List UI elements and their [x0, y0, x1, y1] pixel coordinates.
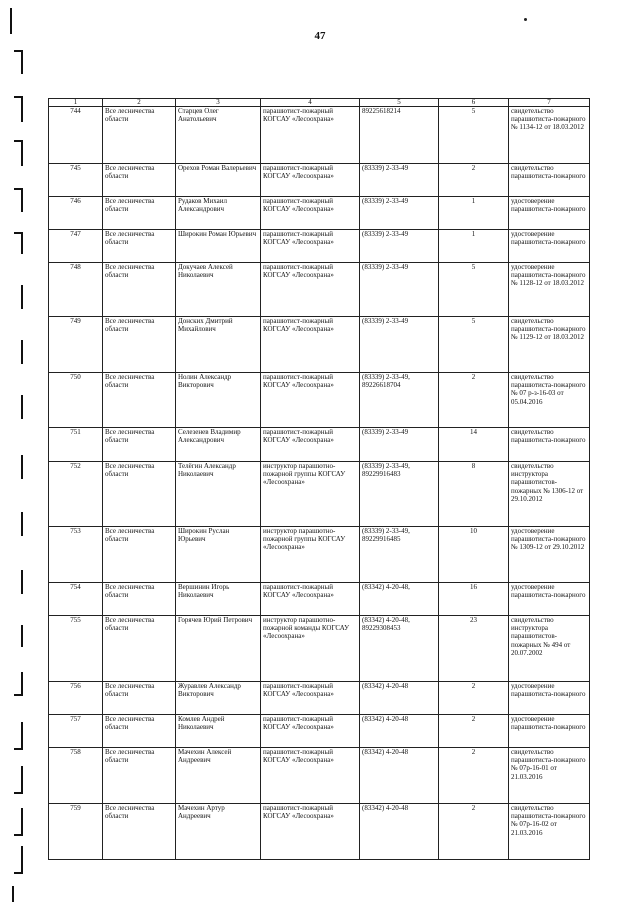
phone: 89225618214 [360, 107, 439, 164]
binding-mark [21, 455, 23, 479]
binding-mark [21, 188, 23, 212]
experience: 5 [439, 263, 509, 317]
col-header: 6 [439, 99, 509, 107]
table-row [49, 527, 590, 583]
row-number: 744 [49, 107, 103, 164]
binding-mark [21, 395, 23, 419]
phone: (83342) 4-20-48, [360, 583, 439, 616]
person-name: Вершинин Игорь Николаевич [176, 583, 261, 616]
binding-mark [21, 340, 23, 364]
table-row [49, 804, 590, 860]
certificate: свидетельство парашютиста-пожарного [509, 428, 590, 462]
row-number: 757 [49, 715, 103, 748]
phone: (83339) 2-33-49 [360, 164, 439, 197]
person-name: Широкин Роман Юрьевич [176, 230, 261, 263]
experience: 2 [439, 682, 509, 715]
binding-mark [21, 512, 23, 536]
table-row [49, 428, 590, 462]
forestry-area: Все лесничества области [103, 373, 176, 428]
col-header: 3 [176, 99, 261, 107]
table-row [49, 230, 590, 263]
phone: (83339) 2-33-49 [360, 230, 439, 263]
table-row [49, 107, 590, 164]
forestry-area: Все лесничества области [103, 230, 176, 263]
experience: 2 [439, 804, 509, 860]
col-header: 2 [103, 99, 176, 107]
person-name: Телёгин Александр Николаевич [176, 462, 261, 527]
scan-speck [524, 18, 527, 21]
person-name: Орехов Роман Валерьевич [176, 164, 261, 197]
table-row [49, 317, 590, 373]
forestry-area: Все лесничества области [103, 164, 176, 197]
certificate: удостоверение парашютиста-пожарного [509, 197, 590, 230]
experience: 5 [439, 317, 509, 373]
table-row [49, 583, 590, 616]
certificate: удостоверение парашютиста-пожарного [509, 230, 590, 263]
person-name: Старцев Олег Анатольевич [176, 107, 261, 164]
forestry-area: Все лесничества области [103, 583, 176, 616]
phone: (83339) 2-33-49 [360, 263, 439, 317]
binding-mark [14, 792, 23, 794]
row-number: 748 [49, 263, 103, 317]
certificate: удостоверение парашютиста-пожарного [509, 715, 590, 748]
position: парашютист-пожарный КОГСАУ «Лесоохрана» [261, 197, 360, 230]
table-row [49, 164, 590, 197]
experience: 10 [439, 527, 509, 583]
certificate: удостоверение парашютиста-пожарного [509, 682, 590, 715]
row-number: 747 [49, 230, 103, 263]
position: парашютист-пожарный КОГСАУ «Лесоохрана» [261, 164, 360, 197]
experience: 5 [439, 107, 509, 164]
certificate: удостоверение парашютиста-пожарного [509, 583, 590, 616]
person-name: Журавлев Александр Викторович [176, 682, 261, 715]
forestry-area: Все лесничества области [103, 748, 176, 804]
phone: (83342) 4-20-48 [360, 804, 439, 860]
experience: 1 [439, 230, 509, 263]
binding-mark [21, 570, 23, 594]
row-number: 750 [49, 373, 103, 428]
phone: (83342) 4-20-48 [360, 682, 439, 715]
person-name: Мачехин Алексей Андреевич [176, 748, 261, 804]
table-row [49, 373, 590, 428]
phone: (83342) 4-20-48 [360, 748, 439, 804]
table-row [49, 616, 590, 682]
phone: (83339) 2-33-49, 89226618704 [360, 373, 439, 428]
certificate: свидетельство инструктора парашютистов-пожарных № 1306-12 от 29.10.2012 [509, 462, 590, 527]
row-number: 751 [49, 428, 103, 462]
col-header: 1 [49, 99, 103, 107]
forestry-area: Все лесничества области [103, 263, 176, 317]
binding-mark [10, 8, 12, 34]
person-name: Горячев Юрий Петрович [176, 616, 261, 682]
registry-table [48, 98, 590, 860]
phone: (83339) 2-33-49 [360, 428, 439, 462]
phone: (83342) 4-20-48, 89229308453 [360, 616, 439, 682]
position: инструктор парашютно-пожарной команды КОГСАУ «Лесоохрана» [261, 616, 360, 682]
experience: 2 [439, 715, 509, 748]
forestry-area: Все лесничества области [103, 107, 176, 164]
table-row [49, 197, 590, 230]
phone: (83342) 4-20-48 [360, 715, 439, 748]
page-number: 47 [314, 30, 326, 42]
certificate: удостоверение парашютиста-пожарного № 1309-12 от 29.10.2012 [509, 527, 590, 583]
table-row [49, 462, 590, 527]
position: парашютист-пожарный КОГСАУ «Лесоохрана» [261, 682, 360, 715]
position: парашютист-пожарный КОГСАУ «Лесоохрана» [261, 373, 360, 428]
person-name: Комлев Андрей Николаевич [176, 715, 261, 748]
binding-mark [14, 872, 23, 874]
experience: 2 [439, 373, 509, 428]
certificate: свидетельство парашютиста-пожарного № 07р-16-01 от 21.03.2016 [509, 748, 590, 804]
forestry-area: Все лесничества области [103, 462, 176, 527]
row-number: 752 [49, 462, 103, 527]
row-number: 753 [49, 527, 103, 583]
position: парашютист-пожарный КОГСАУ «Лесоохрана» [261, 428, 360, 462]
forestry-area: Все лесничества области [103, 317, 176, 373]
forestry-area: Все лесничества области [103, 527, 176, 583]
col-header: 7 [509, 99, 590, 107]
binding-mark [21, 766, 23, 792]
binding-mark [21, 285, 23, 309]
row-number: 746 [49, 197, 103, 230]
experience: 2 [439, 164, 509, 197]
position: парашютист-пожарный КОГСАУ «Лесоохрана» [261, 715, 360, 748]
table-row [49, 715, 590, 748]
col-header: 5 [360, 99, 439, 107]
row-number: 756 [49, 682, 103, 715]
binding-mark [21, 140, 23, 166]
experience: 1 [439, 197, 509, 230]
forestry-area: Все лесничества области [103, 682, 176, 715]
binding-mark [21, 722, 23, 748]
binding-mark [21, 846, 23, 872]
phone: (83339) 2-33-49 [360, 197, 439, 230]
certificate: свидетельство парашютиста-пожарного № 1134-12 от 18.03.2012 [509, 107, 590, 164]
person-name: Донских Дмитрий Михайлович [176, 317, 261, 373]
experience: 2 [439, 748, 509, 804]
binding-mark [14, 834, 23, 836]
binding-mark [21, 625, 23, 647]
phone: (83339) 2-33-49 [360, 317, 439, 373]
forestry-area: Все лесничества области [103, 715, 176, 748]
person-name: Нолин Александр Викторович [176, 373, 261, 428]
row-number: 745 [49, 164, 103, 197]
certificate: свидетельство парашютиста-пожарного № 07 р-з-16-03 от 05.04.2016 [509, 373, 590, 428]
position: парашютист-пожарный КОГСАУ «Лесоохрана» [261, 107, 360, 164]
forestry-area: Все лесничества области [103, 428, 176, 462]
person-name: Мачехин Артур Андреевич [176, 804, 261, 860]
binding-mark [21, 672, 23, 694]
row-number: 759 [49, 804, 103, 860]
binding-mark [14, 694, 23, 696]
forestry-area: Все лесничества области [103, 804, 176, 860]
row-number: 755 [49, 616, 103, 682]
phone: (83339) 2-33-49, 89229916483 [360, 462, 439, 527]
position: инструктор парашютно-пожарной группы КОГСАУ «Лесоохрана» [261, 527, 360, 583]
forestry-area: Все лесничества области [103, 616, 176, 682]
row-number: 754 [49, 583, 103, 616]
person-name: Широкин Руслан Юрьевич [176, 527, 261, 583]
person-name: Докучаев Алексей Николаевич [176, 263, 261, 317]
header-row [49, 99, 590, 107]
experience: 14 [439, 428, 509, 462]
col-header: 4 [261, 99, 360, 107]
position: парашютист-пожарный КОГСАУ «Лесоохрана» [261, 230, 360, 263]
table-row [49, 263, 590, 317]
certificate: свидетельство инструктора парашютистов-пожарных № 494 от 20.07.2002 [509, 616, 590, 682]
person-name: Селезенев Владимир Александрович [176, 428, 261, 462]
binding-mark [21, 50, 23, 74]
position: парашютист-пожарный КОГСАУ «Лесоохрана» [261, 317, 360, 373]
phone: (83339) 2-33-49, 89229916485 [360, 527, 439, 583]
position: парашютист-пожарный КОГСАУ «Лесоохрана» [261, 263, 360, 317]
row-number: 758 [49, 748, 103, 804]
certificate: удостоверение парашютиста-пожарного № 1128-12 от 18.03.2012 [509, 263, 590, 317]
forestry-area: Все лесничества области [103, 197, 176, 230]
certificate: свидетельство парашютиста-пожарного [509, 164, 590, 197]
experience: 23 [439, 616, 509, 682]
position: инструктор парашютно-пожарной группы КОГСАУ «Лесоохрана» [261, 462, 360, 527]
binding-mark [21, 232, 23, 254]
position: парашютист-пожарный КОГСАУ «Лесоохрана» [261, 748, 360, 804]
binding-mark [21, 808, 23, 834]
certificate: свидетельство парашютиста-пожарного № 1129-12 от 18.03.2012 [509, 317, 590, 373]
table-row [49, 682, 590, 715]
position: парашютист-пожарный КОГСАУ «Лесоохрана» [261, 804, 360, 860]
binding-mark [21, 96, 23, 122]
experience: 8 [439, 462, 509, 527]
person-name: Рудаков Михаил Александрович [176, 197, 261, 230]
binding-marks [0, 0, 30, 905]
certificate: свидетельство парашютиста-пожарного № 07р-16-02 от 21.03.2016 [509, 804, 590, 860]
table-row [49, 748, 590, 804]
binding-mark [14, 748, 23, 750]
position: парашютист-пожарный КОГСАУ «Лесоохрана» [261, 583, 360, 616]
experience: 16 [439, 583, 509, 616]
row-number: 749 [49, 317, 103, 373]
binding-mark [12, 886, 14, 902]
